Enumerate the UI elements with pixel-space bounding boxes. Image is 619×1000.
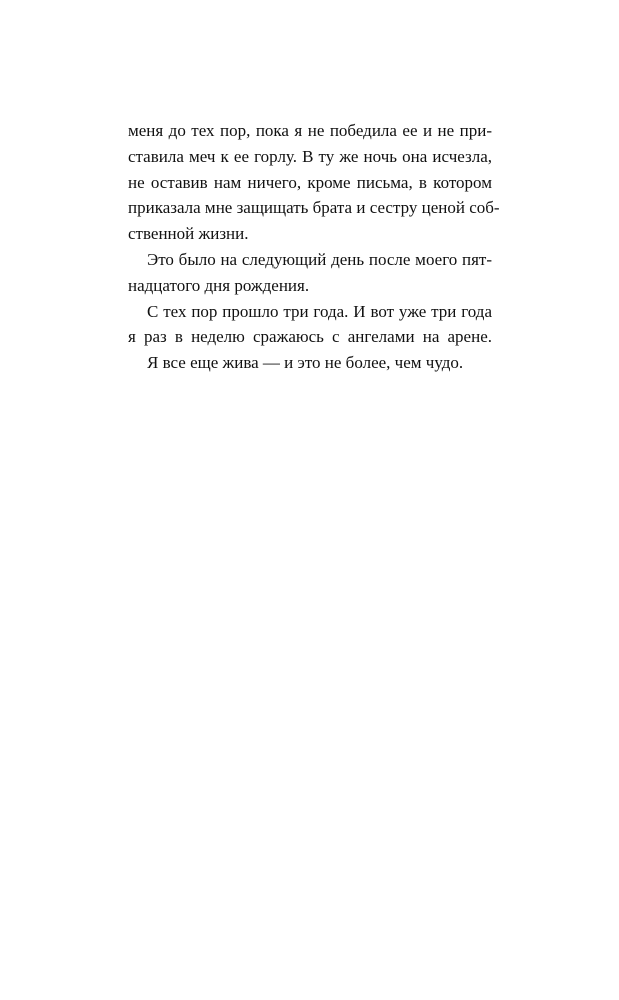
text-line: ственной жизни. xyxy=(128,224,249,244)
text-line: Я все еще жива — и это не более, чем чудо. xyxy=(147,353,464,373)
text-line: С тех пор прошло три года. И вот уже три года xyxy=(147,301,492,321)
text-line: надцатого дня рождения. xyxy=(128,275,310,295)
text-line: меня до тех пор, пока я не победила ее и не при- xyxy=(128,121,492,140)
text-line: ставила меч к ее горлу. В ту же ночь она исчезла, xyxy=(128,146,492,166)
text-line: Это было на следующий день после моего пят- xyxy=(147,249,492,269)
page-text xyxy=(128,118,500,376)
text-line: приказала мне защищать брата и сестру ценой соб- xyxy=(128,198,500,218)
text-line: не оставив нам ничего, кроме письма, в котором xyxy=(128,172,492,192)
text-line: я раз в неделю сражаюсь с ангелами на арене. xyxy=(128,327,492,347)
